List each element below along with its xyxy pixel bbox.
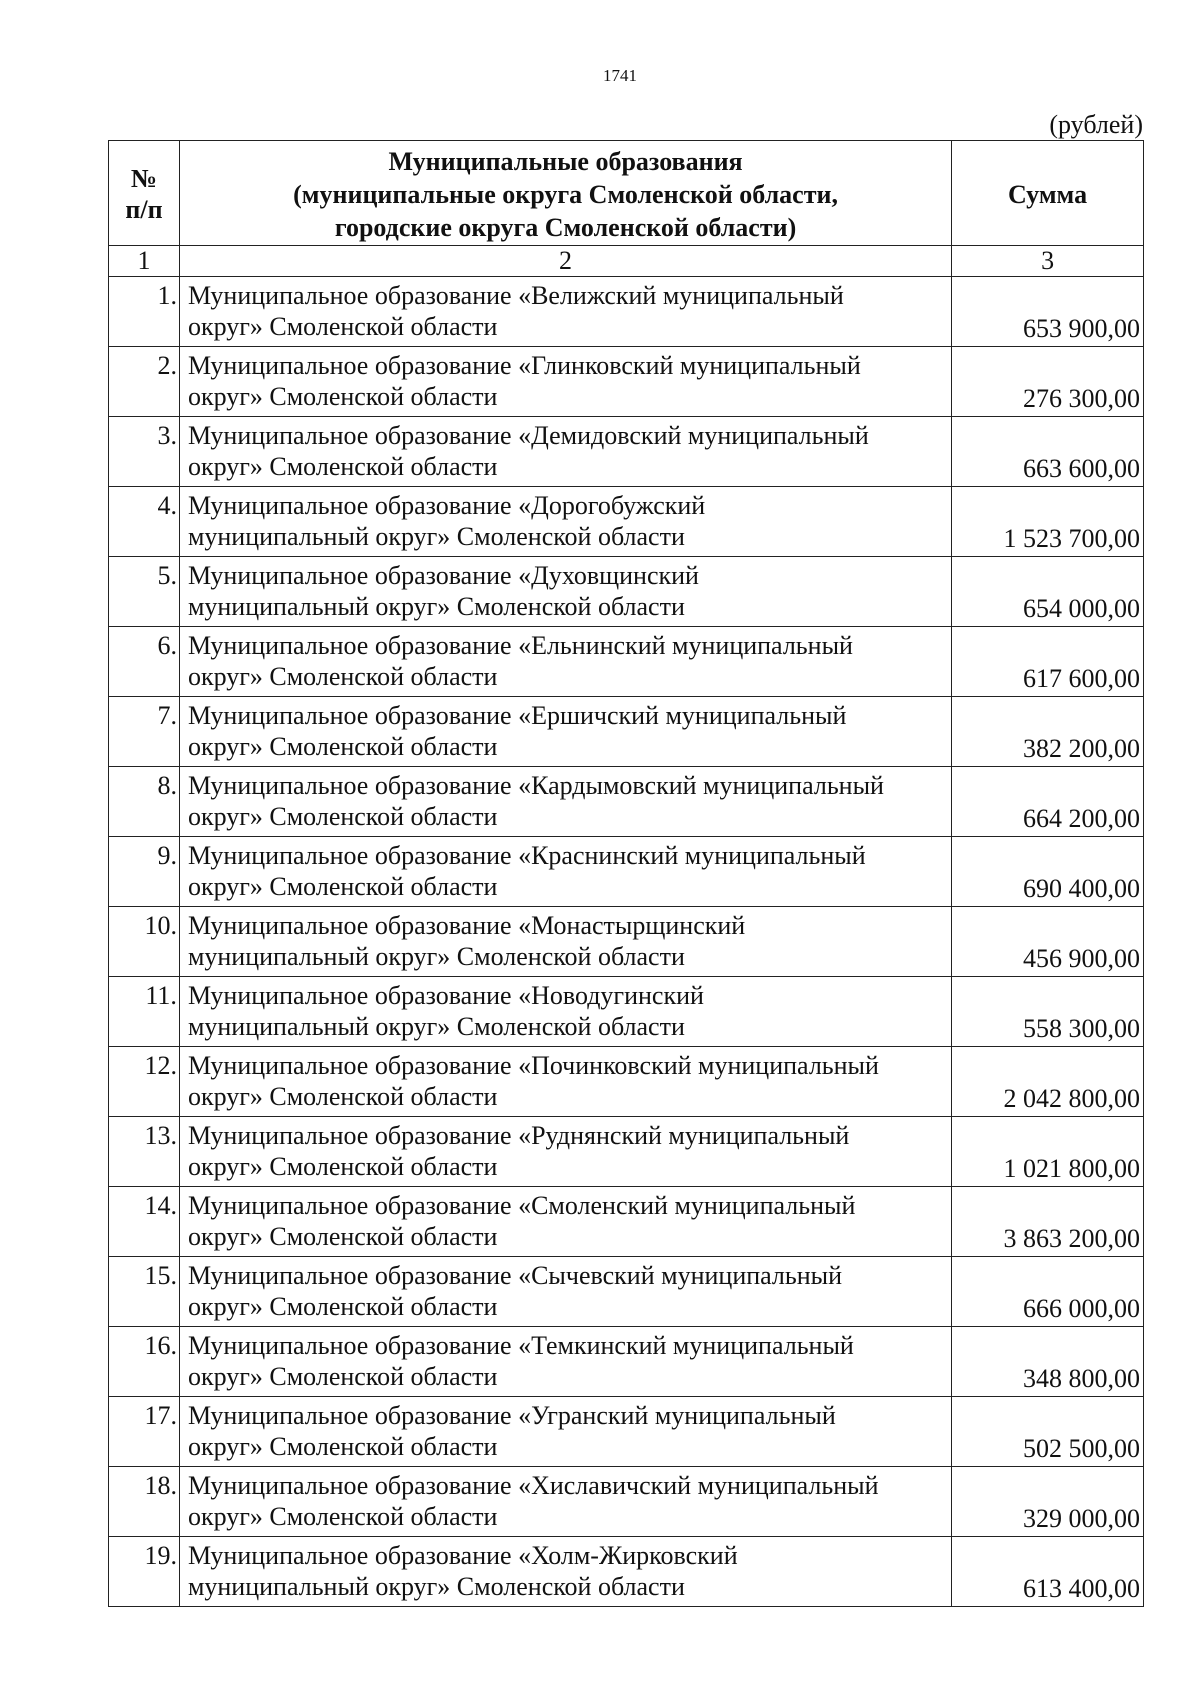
- row-municipality: [179, 977, 951, 1047]
- row-sum: 1 021 800,00: [952, 1117, 1144, 1187]
- row-number: 1.: [109, 277, 180, 347]
- row-municipality: [179, 697, 951, 767]
- table-row: [109, 1187, 1144, 1257]
- municipality-line1: Муниципальное образование «Смоленский муниципальный: [187, 1191, 856, 1220]
- municipality-line1: Муниципальное образование «Кардымовский муниципальный: [187, 771, 884, 800]
- municipality-line1: Муниципальное образование «Темкинский муниципальный: [187, 1331, 854, 1360]
- row-municipality: [179, 1257, 951, 1327]
- row-municipality: [179, 767, 951, 837]
- municipality-line1: Муниципальное образование «Руднянский муниципальный: [187, 1121, 850, 1150]
- row-sum: 663 600,00: [952, 417, 1144, 487]
- municipality-line1: Муниципальное образование «Хиславичский муниципальный: [187, 1471, 879, 1500]
- table-row: [109, 1397, 1144, 1467]
- header-number: [109, 141, 180, 246]
- municipality-line2: округ» Смоленской области: [187, 1152, 498, 1181]
- row-number: 6.: [109, 627, 180, 697]
- row-sum: 502 500,00: [952, 1397, 1144, 1467]
- row-municipality: [179, 1047, 951, 1117]
- header-municipality: [179, 141, 951, 246]
- header-municipality-line3: городские округа Смоленской области): [334, 212, 797, 242]
- municipality-line1: Муниципальное образование «Сычевский муниципальный: [187, 1261, 843, 1290]
- header-number-line1: №: [130, 164, 158, 193]
- column-number-2: 2: [179, 246, 951, 277]
- municipality-line2: округ» Смоленской области: [187, 312, 498, 341]
- table-row: [109, 557, 1144, 627]
- column-number-1: 1: [109, 246, 180, 277]
- row-municipality: [179, 1117, 951, 1187]
- header-sum: Сумма: [952, 141, 1144, 246]
- row-municipality: [179, 347, 951, 417]
- header-number-line2: п/п: [125, 195, 163, 224]
- row-municipality: [179, 1467, 951, 1537]
- municipality-line1: Муниципальное образование «Глинковский муниципальный: [187, 351, 861, 380]
- municipality-line2: округ» Смоленской области: [187, 1362, 498, 1391]
- municipality-line1: Муниципальное образование «Починковский муниципальный: [187, 1051, 879, 1080]
- units-label: (рублей): [1049, 110, 1143, 139]
- table-body: [109, 277, 1144, 1607]
- row-sum: 617 600,00: [952, 627, 1144, 697]
- municipality-line1: Муниципальное образование «Демидовский муниципальный: [187, 421, 869, 450]
- row-sum: 2 042 800,00: [952, 1047, 1144, 1117]
- row-number: 16.: [109, 1327, 180, 1397]
- table-row: [109, 767, 1144, 837]
- table-row: [109, 627, 1144, 697]
- row-municipality: [179, 837, 951, 907]
- municipality-line2: муниципальный округ» Смоленской области: [187, 522, 685, 551]
- row-sum: 654 000,00: [952, 557, 1144, 627]
- row-number: 8.: [109, 767, 180, 837]
- municipality-line1: Муниципальное образование «Ельнинский муниципальный: [187, 631, 853, 660]
- row-number: 3.: [109, 417, 180, 487]
- row-number: 15.: [109, 1257, 180, 1327]
- table-row: [109, 697, 1144, 767]
- table-row: [109, 347, 1144, 417]
- row-number: 19.: [109, 1537, 180, 1607]
- municipality-line2: муниципальный округ» Смоленской области: [187, 1012, 685, 1041]
- municipality-line1: Муниципальное образование «Ершичский муниципальный: [187, 701, 847, 730]
- municipality-line1: Муниципальное образование «Угранский муниципальный: [187, 1401, 836, 1430]
- row-number: 7.: [109, 697, 180, 767]
- row-number: 13.: [109, 1117, 180, 1187]
- row-municipality: [179, 627, 951, 697]
- header-municipality-line1: Муниципальные образования: [388, 146, 743, 176]
- table-row: [109, 1117, 1144, 1187]
- row-municipality: [179, 557, 951, 627]
- table-row: [109, 907, 1144, 977]
- municipality-line2: округ» Смоленской области: [187, 1502, 498, 1531]
- municipality-line1: Муниципальное образование «Новодугинский: [187, 981, 704, 1010]
- allocation-table: [108, 140, 1144, 1607]
- row-number: 9.: [109, 837, 180, 907]
- municipality-line2: округ» Смоленской области: [187, 1432, 498, 1461]
- table-header: [109, 141, 1144, 277]
- table-row: [109, 277, 1144, 347]
- municipality-line1: Муниципальное образование «Духовщинский: [187, 561, 699, 590]
- row-number: 10.: [109, 907, 180, 977]
- row-sum: 276 300,00: [952, 347, 1144, 417]
- row-municipality: [179, 417, 951, 487]
- table-row: [109, 1537, 1144, 1607]
- municipality-line2: округ» Смоленской области: [187, 1082, 498, 1111]
- table-row: [109, 1327, 1144, 1397]
- row-sum: 382 200,00: [952, 697, 1144, 767]
- municipality-line1: Муниципальное образование «Велижский муниципальный: [187, 281, 844, 310]
- row-sum: 348 800,00: [952, 1327, 1144, 1397]
- row-sum: 3 863 200,00: [952, 1187, 1144, 1257]
- table-row: [109, 1047, 1144, 1117]
- page-number: 1741: [603, 66, 637, 85]
- row-municipality: [179, 277, 951, 347]
- municipality-line2: муниципальный округ» Смоленской области: [187, 942, 685, 971]
- row-number: 17.: [109, 1397, 180, 1467]
- row-number: 11.: [109, 977, 180, 1047]
- municipality-line1: Муниципальное образование «Дорогобужский: [187, 491, 706, 520]
- row-municipality: [179, 907, 951, 977]
- municipality-line1: Муниципальное образование «Холм-Жирковский: [187, 1541, 738, 1570]
- row-number: 4.: [109, 487, 180, 557]
- municipality-line2: округ» Смоленской области: [187, 452, 498, 481]
- table-row: [109, 977, 1144, 1047]
- municipality-line2: муниципальный округ» Смоленской области: [187, 1572, 685, 1601]
- row-sum: 666 000,00: [952, 1257, 1144, 1327]
- table-row: [109, 1257, 1144, 1327]
- row-municipality: [179, 1397, 951, 1467]
- municipality-line2: округ» Смоленской области: [187, 732, 498, 761]
- column-numbers-row: [109, 246, 1144, 277]
- row-number: 14.: [109, 1187, 180, 1257]
- row-sum: 690 400,00: [952, 837, 1144, 907]
- municipality-line1: Муниципальное образование «Монастырщинский: [187, 911, 746, 940]
- row-sum: 456 900,00: [952, 907, 1144, 977]
- row-municipality: [179, 1187, 951, 1257]
- municipality-line2: округ» Смоленской области: [187, 802, 498, 831]
- row-number: 2.: [109, 347, 180, 417]
- municipality-line2: округ» Смоленской области: [187, 1292, 498, 1321]
- municipality-line2: округ» Смоленской области: [187, 1222, 498, 1251]
- table-row: [109, 1467, 1144, 1537]
- row-municipality: [179, 1327, 951, 1397]
- row-number: 5.: [109, 557, 180, 627]
- header-municipality-line2: (муниципальные округа Смоленской области,: [293, 179, 838, 209]
- row-number: 18.: [109, 1467, 180, 1537]
- row-sum: 613 400,00: [952, 1537, 1144, 1607]
- row-sum: 558 300,00: [952, 977, 1144, 1047]
- municipality-line2: округ» Смоленской области: [187, 872, 498, 901]
- column-number-3: 3: [952, 246, 1144, 277]
- row-municipality: [179, 487, 951, 557]
- table-row: [109, 417, 1144, 487]
- table-row: [109, 837, 1144, 907]
- municipality-line2: муниципальный округ» Смоленской области: [187, 592, 685, 621]
- table-row: [109, 487, 1144, 557]
- row-number: 12.: [109, 1047, 180, 1117]
- row-municipality: [179, 1537, 951, 1607]
- row-sum: 664 200,00: [952, 767, 1144, 837]
- municipality-line1: Муниципальное образование «Краснинский муниципальный: [187, 841, 866, 870]
- row-sum: 1 523 700,00: [952, 487, 1144, 557]
- municipality-line2: округ» Смоленской области: [187, 382, 498, 411]
- row-sum: 329 000,00: [952, 1467, 1144, 1537]
- row-sum: 653 900,00: [952, 277, 1144, 347]
- municipality-line2: округ» Смоленской области: [187, 662, 498, 691]
